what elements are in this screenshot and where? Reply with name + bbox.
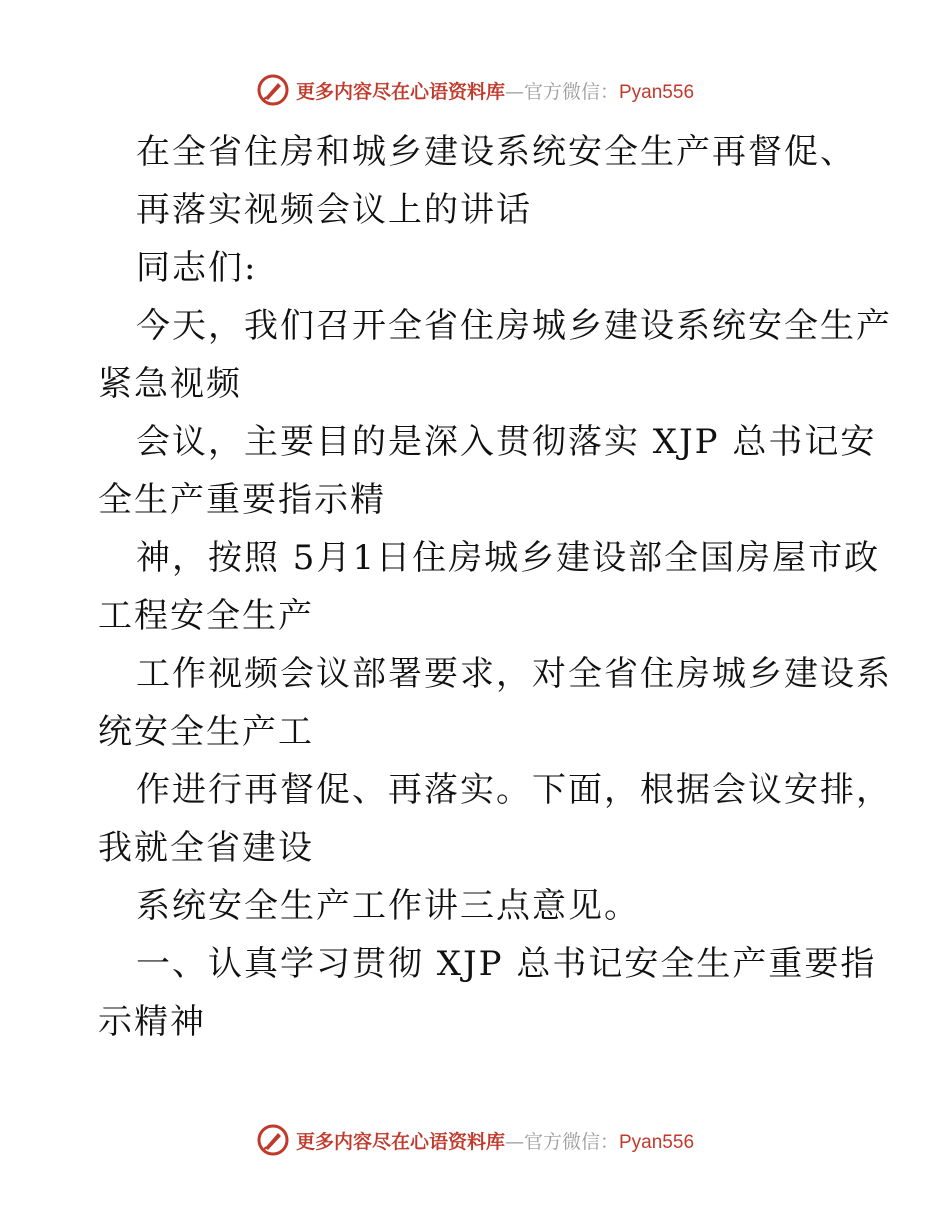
body-text-line: 工作视频会议部署要求，对全省住房城乡建设系 [136, 654, 892, 694]
body-text-line: 会议，主要目的是深入贯彻落实 XJP 总书记安 [136, 422, 877, 462]
body-text-line: 统安全生产工 [98, 712, 314, 752]
body-text-line: 一、认真学习贯彻 XJP 总书记安全生产重要指 [136, 944, 877, 984]
body-text-line: 今天，我们召开全省住房城乡建设系统安全生产 [136, 306, 892, 346]
quill-logo-icon [256, 1123, 290, 1157]
watermark-text: 更多内容尽在心语资料库—官方微信：Pyan556 [295, 1130, 695, 1153]
body-text-line: 神，按照 5月1日住房城乡建设部全国房屋市政 [136, 538, 881, 578]
body-text-line: 示精神 [98, 1002, 206, 1042]
salutation: 同志们: [136, 248, 258, 288]
footer-watermark [0, 1122, 950, 1158]
paragraph-lines [98, 297, 892, 1051]
body-text-line: 紧急视频 [98, 364, 242, 404]
quill-logo-icon [256, 73, 290, 107]
header-watermark [0, 72, 950, 108]
document-title-line-2: 再落实视频会议上的讲话 [136, 190, 532, 230]
body-text-line: 我就全省建设 [98, 828, 314, 868]
body-text-line: 全生产重要指示精 [98, 480, 386, 520]
watermark-text: 更多内容尽在心语资料库—官方微信：Pyan556 [295, 80, 695, 103]
document-title-line-1: 在全省住房和城乡建设系统安全生产再督促、 [136, 132, 856, 172]
document-body [98, 123, 892, 1051]
body-text-line: 工程安全生产 [98, 596, 314, 636]
body-text-line: 作进行再督促、再落实。下面，根据会议安排， [136, 770, 892, 810]
body-text-line: 系统安全生产工作讲三点意见。 [136, 886, 640, 926]
